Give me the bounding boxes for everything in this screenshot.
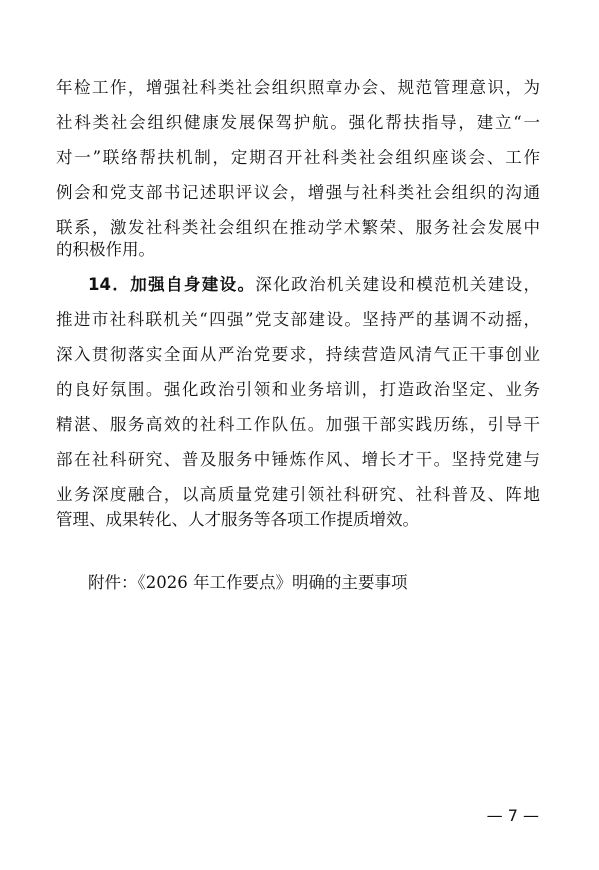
paragraph1-line-6: 的积极作用。 [56,240,155,259]
paragraph2-line-3: 深入贯彻落实全面从严治党要求，持续营造风清气正干事创业 [56,345,540,364]
paragraph1-line-2: 社科类社会组织健康发展保驾护航。强化帮扶指导，建立“一 [56,113,540,132]
paragraph2-line-8: 管理、成果转化、人才服务等各项工作提质增效。 [56,510,419,529]
paragraph1-line-1: 年检工作，增强社科类社会组织照章办会、规范管理意识，为 [56,78,540,97]
paragraph2-line-7: 业务深度融合，以高质量党建引领社科研究、社科普及、阵地 [56,485,540,504]
paragraph1-line-4: 例会和党支部书记述职评议会，增强与社科类社会组织的沟通 [56,183,540,202]
paragraph2-line-6: 部在社科研究、普及服务中锤炼作风、增长才干。坚持党建与 [56,450,540,469]
paragraph1-line-5: 联系，激发社科类社会组织在推动学术繁荣、服务社会发展中 [56,218,540,237]
paragraph2-line-1-text: 深化政治机关建设和模范机关建设， [255,275,541,294]
section-heading: 14．加强自身建设。 [88,275,256,294]
paragraph2-line-1 [88,273,540,297]
paragraph2-line-5: 精湛、服务高效的社科工作队伍。加强干部实践历练，引导干 [56,415,540,434]
attachment-note: 附件：《2026 年工作要点》明确的主要事项 [88,573,408,592]
paragraph2-line-4: 的良好氛围。强化政治引领和业务培训，打造政治坚定、业务 [56,380,540,399]
paragraph1-line-3: 对一”联络帮扶机制，定期召开社科类社会组织座谈会、工作 [56,148,540,167]
paragraph2-line-2: 推进市社科联机关“四强”党支部建设。坚持严的基调不动摇， [56,310,540,329]
page-number: — 7 — [486,806,539,825]
